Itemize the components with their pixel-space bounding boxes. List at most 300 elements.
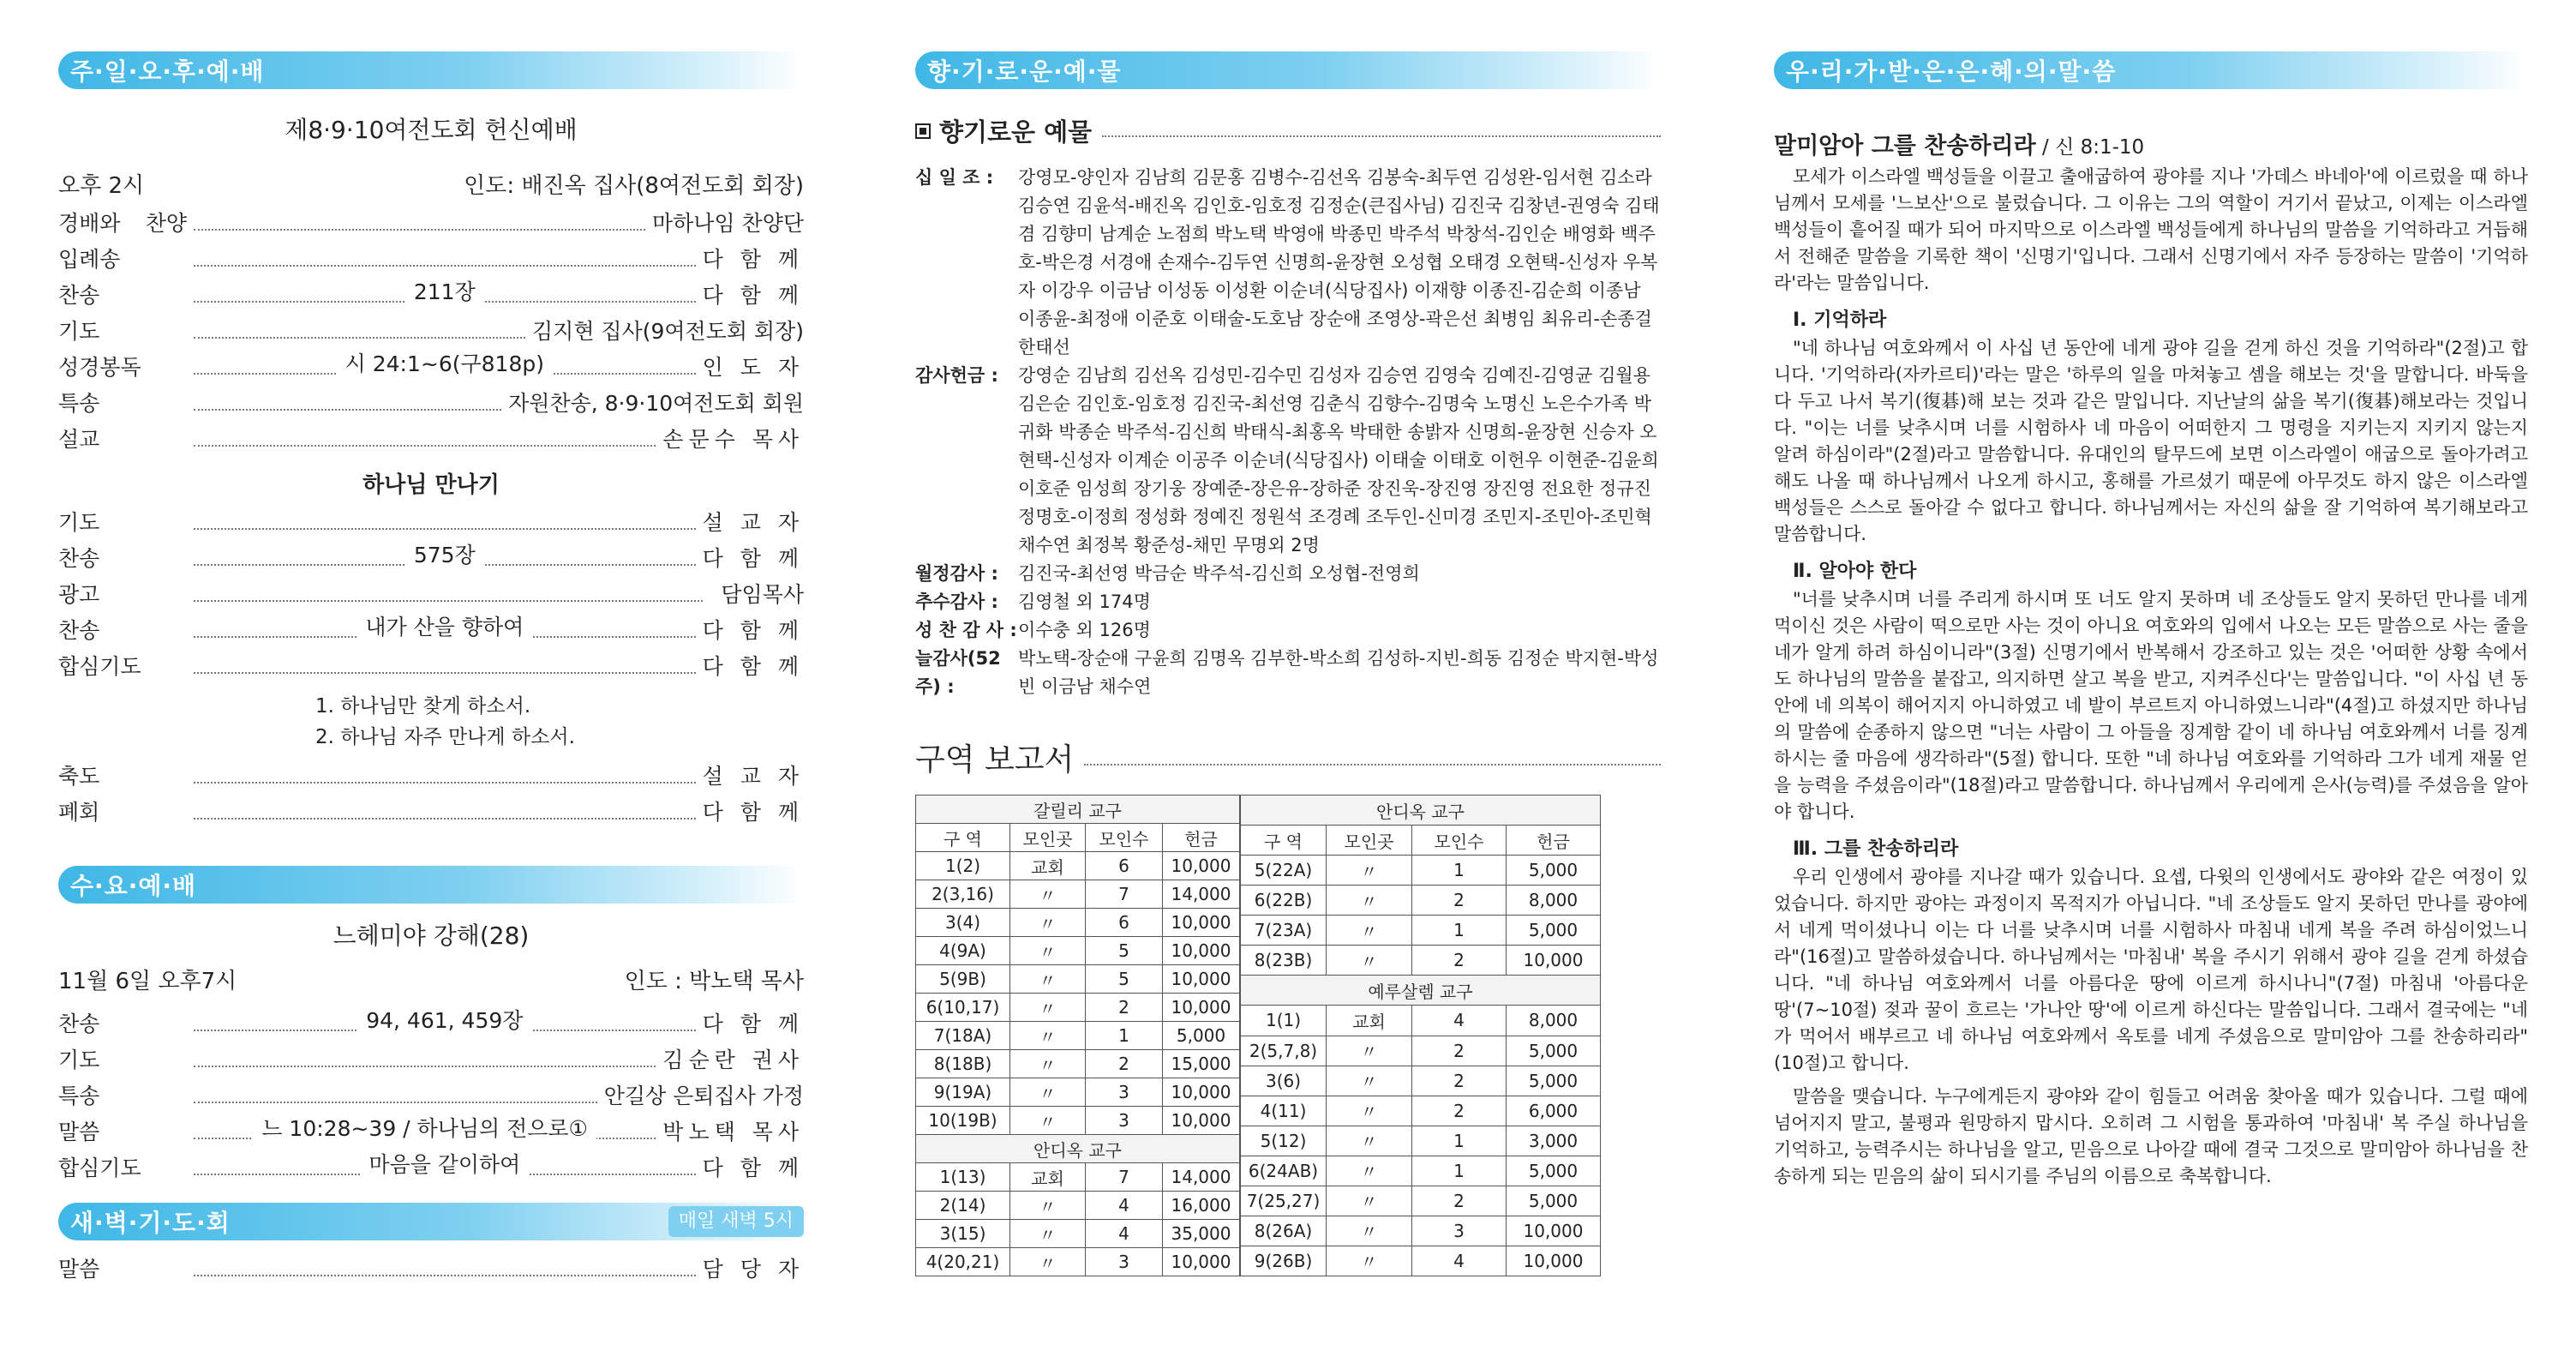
order-row xyxy=(58,351,804,387)
table-cell: 5,000 xyxy=(1507,856,1601,886)
table-row xyxy=(1241,1096,1601,1126)
table-cell: 〃 xyxy=(1327,1186,1412,1216)
column-header: 헌금 xyxy=(1507,826,1601,856)
table-row xyxy=(916,880,1240,909)
table-cell: 8,000 xyxy=(1507,1006,1601,1036)
column-header: 모인수 xyxy=(1086,824,1163,852)
order-label: 찬송 xyxy=(58,546,100,571)
table-cell: 5,000 xyxy=(1507,1036,1601,1066)
dotted-leader xyxy=(194,279,696,304)
sermon-intro: 모세가 이스라엘 백성들을 이끌고 출애굽하여 광야를 지나 '가데스 바네아'에 이르렀을 때 하나님께서 모세를 '느보산'으로 불렀습니다. 그 이유는 그의 역할이 거기서 끝났고, 이제는 이스라엘 백성들이 흩어질 때가 되어 마지막으로 이스라엘 백성들에게 하나님의 말씀을 기억하라고 거듭해서 전해준 말씀을 기록한 책이 '신명기'입니다. 그래서 신명기에서 자주 등장하는 말씀이 '기억하라'라는 말씀입니다. xyxy=(1774,166,2528,293)
table-row xyxy=(1241,1006,1601,1036)
dotted-leader xyxy=(194,662,696,674)
table-cell: 〃 xyxy=(1010,1192,1086,1220)
order-detail: 211장 xyxy=(405,279,484,304)
table-cell: 16,000 xyxy=(1163,1192,1240,1220)
table-cell: 5,000 xyxy=(1507,1186,1601,1216)
table-cell: 9(26B) xyxy=(1241,1246,1327,1276)
order-row xyxy=(58,1252,804,1288)
table-cell: 1(1) xyxy=(1241,1006,1327,1036)
table-cell: 〃 xyxy=(1327,1066,1412,1096)
offering-names: 김영철 외 174명 xyxy=(1018,591,1151,612)
offering-label: 십 일 조 : xyxy=(915,167,994,188)
service-leader: 인도: 배진옥 집사(8여전도회 회장) xyxy=(464,173,804,199)
order-label: 찬송 xyxy=(58,283,100,308)
table-row xyxy=(916,1107,1240,1135)
report-heading-text: 구역 보고서 xyxy=(915,742,1075,778)
table-cell: 10,000 xyxy=(1163,852,1240,880)
order-row xyxy=(58,1151,804,1187)
column-header: 모인곳 xyxy=(1327,826,1412,856)
table-cell: 교회 xyxy=(1010,852,1086,880)
group-header-row xyxy=(1241,796,1601,826)
table-cell: 〃 xyxy=(1010,1248,1086,1276)
dotted-leader xyxy=(194,351,696,376)
order-row xyxy=(58,279,804,315)
table-cell: 7(23A) xyxy=(1241,916,1327,946)
order-list-wednesday xyxy=(58,1007,804,1187)
group-name: 안디옥 교구 xyxy=(916,1135,1240,1163)
dotted-leader xyxy=(194,327,525,339)
order-person: 김지현 집사(9여전도회 회장) xyxy=(532,319,804,344)
table-cell: 〃 xyxy=(1010,1078,1086,1107)
table-row xyxy=(1241,886,1601,916)
dawn-time-tag: 매일 새벽 5시 xyxy=(668,1206,804,1237)
offering-list xyxy=(915,164,1661,701)
order-person: 자원찬송, 8·9·10여전도회 회원 xyxy=(508,391,804,416)
dotted-leader xyxy=(194,255,696,267)
table-cell: 〃 xyxy=(1327,1216,1412,1246)
district-table-right xyxy=(1240,795,1601,1276)
order-label: 특송 xyxy=(58,1084,100,1108)
point-body: 우리 인생에서 광야를 지나갈 때가 있습니다. 요셉, 다윗의 인생에서도 광야와 같은 여정이 있었습니다. 하지만 광야는 과정이지 목적지가 아닙니다. "네 조상들도 알지 못하던 만나를 광야에서 네게 먹이셨나니 이는 다 너를 낮추시며 너를 시험하사 마침내 네게 복을 주려 하심이었느니라"(16절)고 말씀하셨습니다. 하나님께서는 '마침내' 복을 주시기 위해서 광야 길을 걷게 하셨습니다. "네 하나님 여호와께서 너를 아름다운 땅에 이르게 하시나니"(7절) 마침내 '아름다운 땅'(7~10절) 젖과 꿀이 흐르는 '가나안 땅'에 이르게 하신다는 말씀입니다. 그래서 결국에는 "네가 먹어서 배부르고 네 하나님 여호와께서 옥토를 네게 주셨음으로 말미암아 그를 찬송하리라"(10절)고 합니다. xyxy=(1774,867,2528,1073)
order-detail: 마음을 같이하여 xyxy=(360,1152,529,1177)
order-label: 말씀 xyxy=(58,1120,100,1144)
offering-heading xyxy=(915,113,1661,148)
order-label: 폐회 xyxy=(58,800,100,825)
table-row xyxy=(1241,916,1601,946)
section-bar-offerings xyxy=(915,51,1661,89)
order-label: 찬송 xyxy=(58,618,100,643)
table-cell: 5,000 xyxy=(1507,1156,1601,1186)
column-header: 구 역 xyxy=(1241,826,1327,856)
table-cell: 4(9A) xyxy=(916,937,1010,965)
table-cell: 8(23B) xyxy=(1241,946,1327,976)
table-cell: 10,000 xyxy=(1507,946,1601,976)
table-cell: 7(18A) xyxy=(916,1022,1010,1050)
table-row xyxy=(916,909,1240,937)
order-detail: 느 10:28~39 / 하나님의 전으로① xyxy=(253,1116,596,1141)
table-cell: 6,000 xyxy=(1507,1096,1601,1126)
dotted-leader xyxy=(194,1008,696,1033)
offering-label: 늘감사(52주) : xyxy=(915,648,1001,697)
offering-row xyxy=(915,164,1661,362)
table-cell: 7 xyxy=(1086,880,1163,909)
table-cell: 35,000 xyxy=(1163,1220,1240,1248)
table-cell: 10,000 xyxy=(1163,965,1240,994)
table-row xyxy=(1241,1126,1601,1156)
table-cell: 2 xyxy=(1086,1050,1163,1078)
table-cell: 〃 xyxy=(1010,1022,1086,1050)
order-label: 합심기도 xyxy=(58,654,141,679)
table-cell: 10,000 xyxy=(1163,1248,1240,1276)
table-cell: 〃 xyxy=(1327,1096,1412,1126)
dotted-leader xyxy=(194,399,501,411)
offering-row xyxy=(915,588,1661,616)
table-cell: 10,000 xyxy=(1163,994,1240,1022)
prayer-point: 1. 하나님만 찾게 하소서. xyxy=(315,695,531,718)
order-person: 담 당 자 xyxy=(702,1257,804,1282)
offering-label: 추수감사 : xyxy=(915,591,998,612)
table-cell: 2 xyxy=(1412,946,1507,976)
order-row xyxy=(58,542,804,578)
order-detail: 내가 산을 향하여 xyxy=(356,615,532,639)
sermon-subtitle: 하나님 만나기 xyxy=(362,472,500,498)
table-cell: 5 xyxy=(1086,937,1163,965)
table-cell: 10(19B) xyxy=(916,1107,1010,1135)
table-row xyxy=(1241,856,1601,886)
order-person: 다 함 께 xyxy=(702,800,804,825)
dotted-leader xyxy=(194,590,703,602)
table-cell: 교회 xyxy=(1010,1163,1086,1192)
table-cell: 〃 xyxy=(1010,965,1086,994)
order-detail-wrap xyxy=(194,610,696,641)
table-cell: 14,000 xyxy=(1163,880,1240,909)
column-offerings xyxy=(915,51,1661,1317)
section-bar-dawn-prayer xyxy=(58,1203,804,1240)
table-row xyxy=(1241,946,1601,976)
table-cell: 10,000 xyxy=(1507,1216,1601,1246)
table-cell: 3,000 xyxy=(1507,1126,1601,1156)
table-cell: 〃 xyxy=(1010,994,1086,1022)
table-cell: 14,000 xyxy=(1163,1163,1240,1192)
column-header-row xyxy=(1241,826,1601,856)
sermon-title-text: 말미암아 그를 찬송하리라 xyxy=(1774,133,2036,159)
table-row xyxy=(916,1078,1240,1107)
report-heading xyxy=(915,736,1661,779)
order-detail-wrap xyxy=(194,538,696,569)
order-label: 축도 xyxy=(58,764,100,789)
district-table-left xyxy=(915,795,1240,1276)
column-header: 모인곳 xyxy=(1010,824,1086,852)
table-cell: 〃 xyxy=(1327,1156,1412,1186)
dotted-leader xyxy=(194,808,696,820)
prayer-point: 2. 하나님 자주 만나게 하소서. xyxy=(315,726,575,748)
table-row xyxy=(1241,1246,1601,1276)
offering-row xyxy=(915,645,1661,701)
service-title: 제8·9·10여전도회 헌신예배 xyxy=(285,116,578,144)
group-header-row xyxy=(916,1135,1240,1163)
order-person: 다 함 께 xyxy=(702,247,804,272)
section-title: 주·일·오·후·예·배 xyxy=(70,57,265,86)
group-name: 안디옥 교구 xyxy=(1241,796,1601,826)
service-info xyxy=(58,168,804,200)
table-cell: 7(25,27) xyxy=(1241,1186,1327,1216)
table-cell: 2 xyxy=(1412,886,1507,916)
table-cell: 5(9B) xyxy=(916,965,1010,994)
table-cell: 〃 xyxy=(1327,886,1412,916)
table-cell: 3 xyxy=(1412,1216,1507,1246)
section-bar-sunday-afternoon xyxy=(58,51,804,89)
table-cell: 15,000 xyxy=(1163,1050,1240,1078)
table-cell: 6(10,17) xyxy=(916,994,1010,1022)
order-label: 찬송 xyxy=(58,1012,100,1036)
table-row xyxy=(1241,1066,1601,1096)
order-label: 성경봉독 xyxy=(58,355,141,380)
dotted-leader xyxy=(194,435,656,447)
section-bar-wednesday xyxy=(58,866,804,904)
order-label: 기도 xyxy=(58,510,100,535)
offering-names: 김진국-최선영 박금순 박주석-김신희 오성협-전영희 xyxy=(1018,563,1420,584)
table-cell: 4(20,21) xyxy=(916,1248,1010,1276)
offering-row xyxy=(915,616,1661,645)
order-detail: 575장 xyxy=(405,543,484,567)
table-cell: 〃 xyxy=(1010,909,1086,937)
point-title: Ⅱ. 알아야 한다 xyxy=(1793,561,1917,582)
table-cell: 3 xyxy=(1086,1107,1163,1135)
table-cell: 교회 xyxy=(1327,1006,1412,1036)
offering-names: 강영순 김남희 김선옥 김성민-김수민 김성자 김승연 김영숙 김예진-김영균 김월용 김은순 김인호-임호정 김진국-최선영 김춘식 김향수-김명숙 노명신 노은수가족 박귀화 박종순 박주석-김신희 박태식-최홍옥 박태한 송밝자 신명희-윤장현 신승자 오현택-신성자 이계순 이공주 이순녀(식당집사) 이태술 이태호 이헌우 이현준-김윤희 이호준 임성희 장기웅 장예준-장은유-장하준 장진욱-장진영 장진영 전요한 정규진 정명호-이정희 정성화 정예진 정원석 조경례 조두인-신미경 조민지-조민아-조민혁 채수연 최정복 황준성-채민 무명외 2명 xyxy=(1018,365,1659,555)
table-cell: 2(14) xyxy=(916,1192,1010,1220)
offering-row xyxy=(915,362,1661,560)
order-person: 다 함 께 xyxy=(702,1012,804,1036)
order-list-dawn xyxy=(58,1252,804,1288)
table-cell: 5(12) xyxy=(1241,1126,1327,1156)
group-name: 예루살렘 교구 xyxy=(1241,976,1601,1006)
offering-names: 강영모-양인자 김남희 김문홍 김병수-김선옥 김봉숙-최두연 김성완-임서현 김소라 김승연 김윤석-배진옥 김인호-임호정 김정순(큰집사님) 김진국 김창년-권영숙 김태겸 김향미 남계순 노점희 박노택 박영애 박종민 박주석 박창석-김인순 배영화 백주호-박은경 서경애 손재수-김두연 신명희-윤장현 오성협 오태경 오현택-신성자 우복자 이강우 이금남 이성동 이성환 이순녀(식당집사) 이재향 이종진-김순희 이종남 이종윤-최정애 이준호 이태술-도호남 장순애 조영상-곽은선 최병임 최유리-손종걸 한태선 xyxy=(1018,167,1660,357)
column-header: 구 역 xyxy=(916,824,1010,852)
order-detail-wrap xyxy=(194,1112,656,1143)
table-cell: 7 xyxy=(1086,1163,1163,1192)
order-list-main xyxy=(58,207,804,459)
table-cell: 6(24AB) xyxy=(1241,1156,1327,1186)
sermon-conclusion: 말씀을 맺습니다. 누구에게든지 광야와 같이 힘들고 어려움 찾아올 때가 있습니다. 그럴 때에 넘어지지 말고, 불평과 원망하지 맙시다. 오히려 그 시험을 통과하여 '마침내' 복 주실 하나님을 기억하고, 능력주시는 하나님을 알고, 믿음으로 나아갈 때에 결국 그것으로 말미암아 하나님을 찬송하게 되는 믿음의 삶이 되시기를 주님의 이름으로 축복합니다. xyxy=(1774,1086,2528,1186)
offering-label: 성 찬 감 사 : xyxy=(915,620,1017,640)
order-row xyxy=(58,506,804,542)
offering-row xyxy=(915,560,1661,588)
table-cell: 3(6) xyxy=(1241,1066,1327,1096)
dotted-leader xyxy=(194,518,696,530)
point-title: Ⅰ. 기억하라 xyxy=(1793,309,1887,331)
offering-names: 박노택-장순애 구윤희 김명옥 김부한-박소희 김성하-지빈-희동 김정순 박지현-박성빈 이금남 채수연 xyxy=(1018,648,1659,697)
table-row xyxy=(916,1248,1240,1276)
order-label: 기도 xyxy=(58,1048,100,1072)
service-time: 오후 2시 xyxy=(58,173,145,199)
table-row xyxy=(1241,1186,1601,1216)
table-cell: 1 xyxy=(1412,916,1507,946)
table-cell: 1 xyxy=(1412,856,1507,886)
dotted-leader xyxy=(194,615,696,639)
table-cell: 3 xyxy=(1086,1078,1163,1107)
order-person: 김순란 권사 xyxy=(662,1048,804,1072)
table-cell: 10,000 xyxy=(1507,1246,1601,1276)
table-cell: 10,000 xyxy=(1163,937,1240,965)
table-cell: 3(15) xyxy=(916,1220,1010,1248)
order-detail: 94, 461, 459장 xyxy=(357,1008,531,1033)
order-row xyxy=(58,760,804,796)
order-person: 손문수 목사 xyxy=(662,427,804,452)
dotted-leader xyxy=(194,1055,656,1067)
order-person: 다 함 께 xyxy=(702,654,804,679)
table-row xyxy=(916,937,1240,965)
order-person: 박노택 목사 xyxy=(662,1120,804,1144)
order-row xyxy=(58,315,804,351)
table-cell: 4 xyxy=(1412,1246,1507,1276)
table-cell: 8,000 xyxy=(1507,886,1601,916)
dotted-leader xyxy=(194,1152,696,1177)
group-name: 갈릴리 교구 xyxy=(916,796,1240,824)
order-row xyxy=(58,423,804,459)
table-cell: 5,000 xyxy=(1507,916,1601,946)
column-worship-order xyxy=(58,51,804,1317)
order-person: 마하나임 찬양단 xyxy=(652,211,804,236)
table-cell: 2(5,7,8) xyxy=(1241,1036,1327,1066)
table-cell: 2 xyxy=(1412,1096,1507,1126)
order-person: 다 함 께 xyxy=(702,283,804,308)
offering-names: 이수충 외 126명 xyxy=(1018,620,1151,640)
group-header-row xyxy=(916,796,1240,824)
order-row xyxy=(58,207,804,243)
offering-label: 월정감사 : xyxy=(915,563,998,584)
dotted-leader xyxy=(194,772,696,784)
column-header-row xyxy=(916,824,1240,852)
order-detail-wrap xyxy=(194,275,696,306)
table-cell: 5 xyxy=(1086,965,1163,994)
column-sermon xyxy=(1774,51,2528,1317)
order-list-after-sermon xyxy=(58,506,804,686)
dotted-leader xyxy=(194,543,696,567)
table-cell: 3 xyxy=(1086,1248,1163,1276)
table-cell: 4 xyxy=(1086,1220,1163,1248)
order-row xyxy=(58,796,804,832)
dotted-leader xyxy=(194,1264,696,1276)
table-cell: 4 xyxy=(1086,1192,1163,1220)
order-person: 설 교 자 xyxy=(702,764,804,789)
table-row xyxy=(916,965,1240,994)
table-cell: 1 xyxy=(1086,1022,1163,1050)
order-detail-wrap xyxy=(194,347,696,378)
table-cell: 〃 xyxy=(1010,1107,1086,1135)
table-cell: 〃 xyxy=(1327,1036,1412,1066)
order-label: 입례송 xyxy=(58,247,121,272)
point-title: Ⅲ. 그를 찬송하리라 xyxy=(1793,838,1959,860)
order-person: 다 함 께 xyxy=(702,1156,804,1180)
table-row xyxy=(916,1163,1240,1192)
square-bullet-icon xyxy=(915,123,931,139)
table-cell: 10,000 xyxy=(1163,909,1240,937)
column-header: 헌금 xyxy=(1163,824,1240,852)
order-label: 설교 xyxy=(58,427,100,452)
table-row xyxy=(916,852,1240,880)
table-cell: 1 xyxy=(1412,1126,1507,1156)
table-cell: 2 xyxy=(1412,1036,1507,1066)
order-detail-wrap xyxy=(194,1148,696,1179)
order-person: 담임목사 xyxy=(721,582,804,607)
table-cell: 2 xyxy=(1412,1186,1507,1216)
section-bar-sermon xyxy=(1774,51,2528,89)
table-cell: 3(4) xyxy=(916,909,1010,937)
wednesday-leader: 인도 : 박노택 목사 xyxy=(624,969,804,994)
table-cell: 4(11) xyxy=(1241,1096,1327,1126)
sermon-reference: / 신 8:1-10 xyxy=(2035,136,2145,159)
order-person: 인 도 자 xyxy=(702,355,804,380)
order-row xyxy=(58,1079,804,1115)
column-header: 모인수 xyxy=(1412,826,1507,856)
table-cell: 2 xyxy=(1086,994,1163,1022)
table-row xyxy=(1241,1216,1601,1246)
order-row xyxy=(58,387,804,423)
dotted-leader xyxy=(194,1116,656,1141)
wednesday-time: 11월 6일 오후7시 xyxy=(58,969,237,994)
prayer-points xyxy=(58,691,804,753)
dotted-rule xyxy=(1084,750,1661,766)
table-cell: 〃 xyxy=(1327,856,1412,886)
table-cell: 4 xyxy=(1412,1006,1507,1036)
section-title: 수·요·예·배 xyxy=(70,872,197,900)
order-row xyxy=(58,243,804,279)
offering-label: 감사헌금 : xyxy=(915,365,998,386)
table-row xyxy=(916,1022,1240,1050)
order-label: 특송 xyxy=(58,391,100,416)
table-cell: 〃 xyxy=(1010,1220,1086,1248)
district-report-tables xyxy=(915,795,1661,1276)
order-label: 광고 xyxy=(58,582,100,607)
order-row xyxy=(58,1115,804,1151)
point-body: "너를 낮추시며 너를 주리게 하시며 또 너도 알지 못하며 네 조상들도 알지 못하던 만나를 네게 먹이신 것은 사람이 떡으로만 사는 것이 아니요 여호와의 입에서 나오는 모든 말씀으로 사는 줄을 네가 알게 하려 하심이니라"(3절) 신명기에서 반복해서 강조하고 있는 것은 '어떠한 상황 속에서도 하나님의 말씀을 붙잡고, 의지하면 살고 복을 받고, 지켜주신다'는 말씀입니다. "이 사십 년 동안에 네 의복이 해어지지 아니하였고 네 발이 부르트지 아니하였느니라"(4절)고 하셨지만 하나님의 말씀에 순종하지 않으면 "너는 사람이 그 아들을 징계함 같이 네 하나님 여호와께서 너를 징계하시는 줄 마음에 생각하라"(5절) 합니다. 또한 "네 하나님 여호와를 기억하라 그가 네게 재물 얻을 능력을 주셨음이라"(18절)라고 말씀합니다. 하나님께서 우리에게 은사(능력)를 주셨음을 알아야 합니다. xyxy=(1774,589,2528,822)
table-row xyxy=(916,994,1240,1022)
table-cell: 6(22B) xyxy=(1241,886,1327,916)
group-header-row xyxy=(1241,976,1601,1006)
table-cell: 5,000 xyxy=(1163,1022,1240,1050)
order-person: 설 교 자 xyxy=(702,510,804,535)
dotted-rule xyxy=(1102,125,1661,137)
order-person: 다 함 께 xyxy=(702,546,804,571)
sermon-title xyxy=(1774,127,2528,160)
table-cell: 〃 xyxy=(1327,946,1412,976)
table-cell: 〃 xyxy=(1010,937,1086,965)
order-row xyxy=(58,650,804,686)
table-cell: 6 xyxy=(1086,909,1163,937)
order-list-closing xyxy=(58,760,804,832)
table-cell: 〃 xyxy=(1327,1126,1412,1156)
table-cell: 〃 xyxy=(1327,1246,1412,1276)
section-title: 우·리·가·받·은·은·혜·의·말·씀 xyxy=(1786,57,2117,86)
table-cell: 1 xyxy=(1412,1156,1507,1186)
table-cell: 5(22A) xyxy=(1241,856,1327,886)
point-body: "네 하나님 여호와께서 이 사십 년 동안에 네게 광야 길을 걷게 하신 것을 기억하라"(2절)고 합니다. '기억하라(자카르티)'라는 말은 '하루의 일을 마쳐놓고 셈을 해보는 것'을 말합니다. 바둑을 다 두고 나서 복기(復碁)해 보는 것과 같은 말입니다. 지난날의 삶을 복기(復碁)해보라는 것입니다. "이는 너를 낮추시며 너를 시험하사 네 마음이 어떠한지 그 명령을 지키는지 지키지 않는지 알려 하심이라"(2절)라고 말씀합니다. 유대인의 탈무드에 보면 이스라엘이 애굽으로 돌아가려고 해도 나올 때 하나님께서 나오게 하시고, 홍해를 가르셨기 때문에 아무것도 하지 않은 이스라엘 백성들은 스스로 돌아갈 수 없다고 합니다. 하나님께서는 자신의 삶을 잘 기억하여 복기해보라고 말씀합니다. xyxy=(1774,338,2528,544)
table-cell: 9(19A) xyxy=(916,1078,1010,1107)
table-cell: 2(3,16) xyxy=(916,880,1010,909)
order-label: 합심기도 xyxy=(58,1156,141,1180)
table-row xyxy=(916,1192,1240,1220)
dotted-leader xyxy=(194,1091,597,1103)
table-row xyxy=(916,1050,1240,1078)
table-cell: 〃 xyxy=(1010,1050,1086,1078)
table-cell: 8(18B) xyxy=(916,1050,1010,1078)
order-row xyxy=(58,614,804,650)
table-cell: 〃 xyxy=(1010,880,1086,909)
order-label: 경배와 찬양 xyxy=(58,211,187,236)
offering-heading-text: 향기로운 예물 xyxy=(939,117,1093,147)
table-cell: 1(13) xyxy=(916,1163,1010,1192)
order-row xyxy=(58,1007,804,1043)
table-row xyxy=(1241,1156,1601,1186)
order-row xyxy=(58,578,804,614)
order-row xyxy=(58,1043,804,1079)
wednesday-info xyxy=(58,964,804,995)
table-cell: 2 xyxy=(1412,1066,1507,1096)
table-cell: 1(2) xyxy=(916,852,1010,880)
